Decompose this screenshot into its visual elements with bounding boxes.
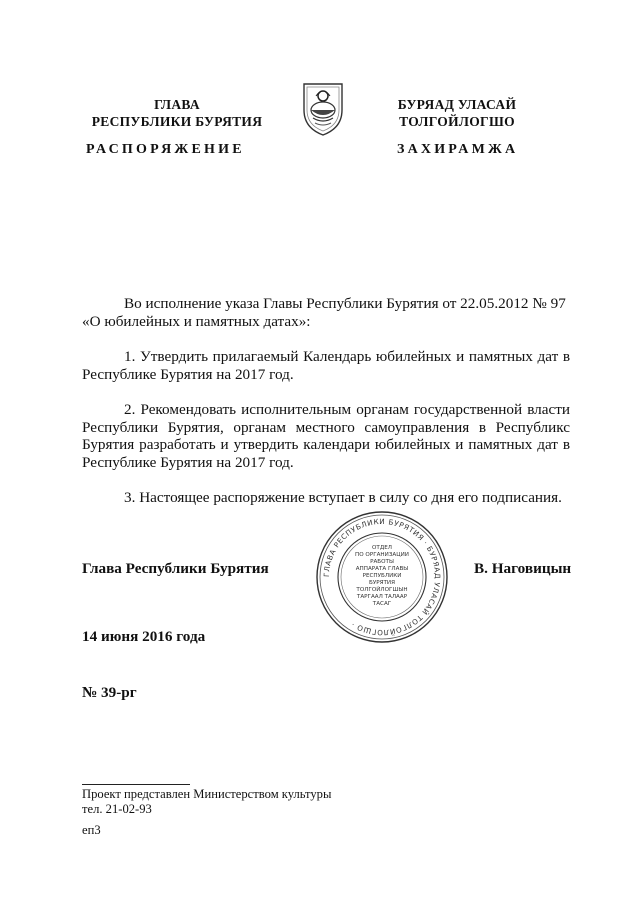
intro-line-1: Во исполнение указа Главы Республики Бурятия от 22.05.2012 № 97 xyxy=(124,295,566,312)
header-right xyxy=(372,96,542,130)
coat-of-arms-icon xyxy=(300,80,346,138)
document-code: еп3 xyxy=(82,823,101,837)
seal-line: БУРЯТИЯ xyxy=(369,580,395,586)
document-body xyxy=(82,295,570,507)
seal-line: ОТДЕЛ xyxy=(372,545,392,551)
header-left xyxy=(82,96,272,130)
document-type-ru: РАСПОРЯЖЕНИЕ xyxy=(86,142,245,157)
seal-line: РЕСПУБЛИКИ xyxy=(362,573,402,579)
seal-outer-text: ГЛАВА РЕСПУБЛИКИ БУРЯТИЯ · БУРЯАД УЛАСАЙ ТОЛГОЙЛОГШО · xyxy=(321,516,443,638)
intro-line-2: «О юбилейных и памятных датах»: xyxy=(82,312,311,330)
header-right-line2: ТОЛГОЙЛОГШО xyxy=(399,114,515,129)
item-1: 1. Утвердить прилагаемый Календарь юбилейных и памятных дат в Республике Бурятия на 2017 год. xyxy=(82,348,570,383)
header-left-line1: ГЛАВА xyxy=(154,97,200,112)
document-number: № 39-рг xyxy=(82,684,137,701)
seal-line: ТОЛГОЙЛОГШЫН xyxy=(356,587,408,593)
seal-line: ТАСАГ xyxy=(372,601,392,607)
item-3: 3. Настоящее распоряжение вступает в силу со дня его подписания. xyxy=(124,489,562,506)
header-left-line2: РЕСПУБЛИКИ БУРЯТИЯ xyxy=(91,114,263,129)
header-right-line1: БУРЯАД УЛАСАЙ xyxy=(397,97,517,112)
seal-line: ТАРГААЛ ТАЛААР xyxy=(356,594,408,600)
seal-line: ПО ОРГАНИЗАЦИИ xyxy=(355,552,409,558)
signatory-name: В. Наговицын xyxy=(474,560,572,577)
footnote-line-2: тел. 21-02-93 xyxy=(82,802,152,816)
footnote-line-1: Проект представлен Министерством культуры xyxy=(82,787,332,801)
document-date: 14 июня 2016 года xyxy=(82,628,206,645)
signatory-position: Глава Республики Бурятия xyxy=(82,560,269,577)
footnote-divider xyxy=(82,784,190,785)
footnote xyxy=(82,787,331,817)
seal-line: АППАРАТА ГЛАВЫ xyxy=(355,566,409,572)
official-seal-icon xyxy=(314,509,450,645)
document-type-bua: ЗАХИРАМЖА xyxy=(397,142,519,157)
item-2: 2. Рекомендовать исполнительным органам государственной власти Республики Бурятия, органам местного самоуправления в Республикс Бурятия разработать и утвердить календари юбилейных и памятных дат в Республике Бурятия на 2017 год. xyxy=(82,401,570,471)
seal-line: РАБОТЫ xyxy=(370,559,394,565)
